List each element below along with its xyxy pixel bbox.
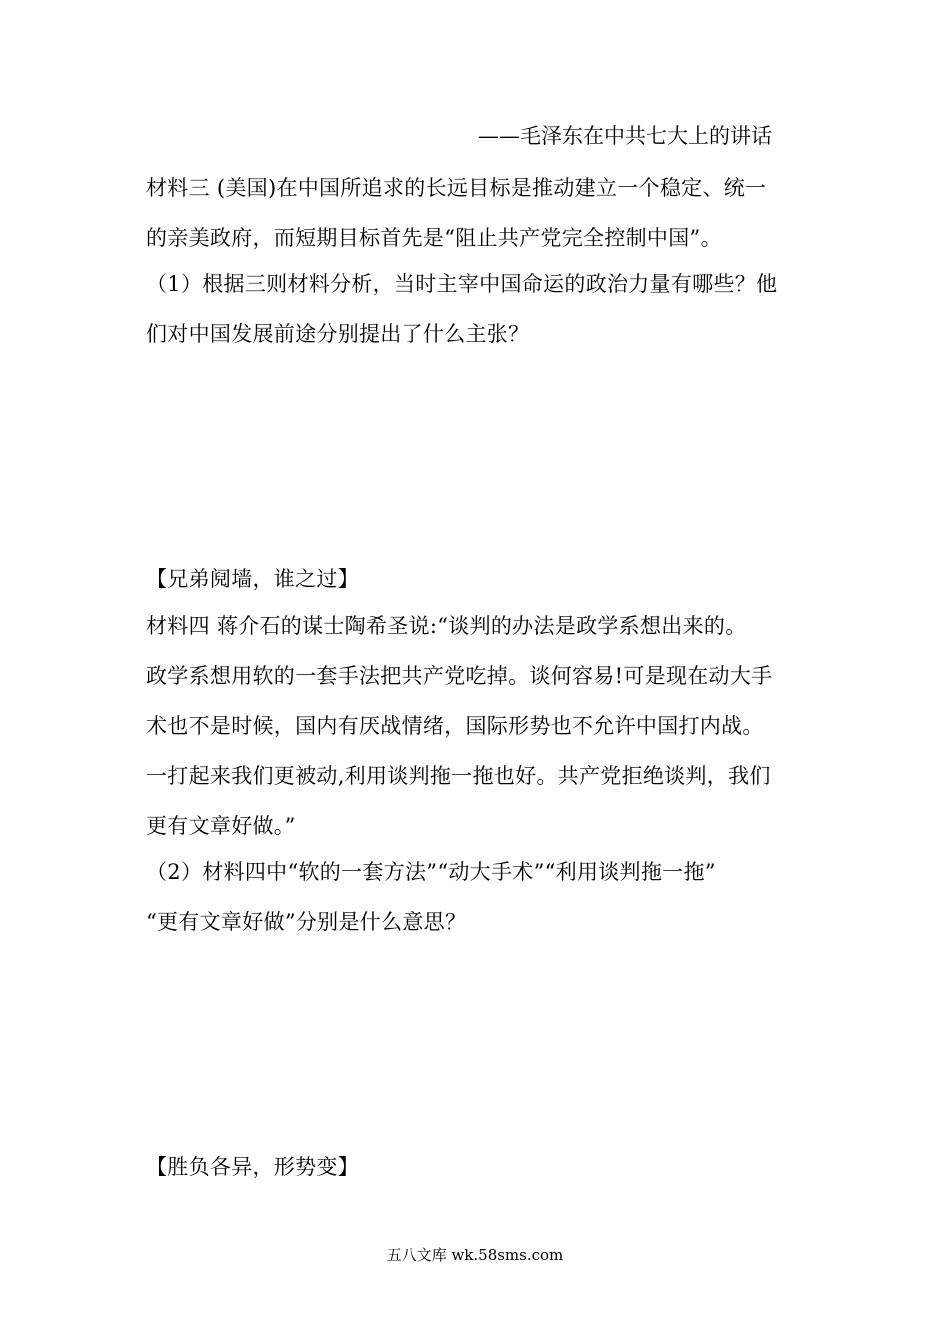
material3-line-2: 的亲美政府，而短期目标首先是“阻止共产党完全控制中国”。 (146, 226, 722, 250)
quote-attribution: ——毛泽东在中共七大上的讲话 (478, 124, 772, 148)
section-heading-3: 【胜负各异，形势变】 (146, 1155, 359, 1179)
material4-line-5: 更有文章好做。” (146, 814, 296, 838)
question2-line-2: “更有文章好做”分别是什么意思？ (146, 910, 467, 934)
section-heading-2: 【兄弟阋墙，谁之过】 (146, 567, 359, 591)
question1-line-2: 们对中国发展前途分别提出了什么主张？ (146, 322, 530, 346)
page-footer: 五八文库 wk.58sms.com (386, 1246, 564, 1264)
question2-line-1: （2）材料四中“软的一套方法”“动大手术”“利用谈判拖一拖” (146, 860, 716, 884)
material4-line-2: 政学系想用软的一套手法把共产党吃掉。谈何容易!可是现在动大手 (146, 664, 773, 688)
material3-line-1: 材料三 (美国)在中国所追求的长远目标是推动建立一个稳定、统一 (146, 176, 767, 200)
material4-line-4: 一打起来我们更被动,利用谈判拖一拖也好。共产党拒绝谈判，我们 (146, 764, 771, 788)
material4-line-1: 材料四 蒋介石的谋士陶希圣说:“谈判的办法是政学系想出来的。 (146, 614, 747, 638)
material4-line-3: 术也不是时候，国内有厌战情绪，国际形势也不允许中国打内战。 (146, 714, 764, 738)
question1-line-1: （1）根据三则材料分析，当时主宰中国命运的政治力量有哪些？他 (146, 272, 778, 296)
